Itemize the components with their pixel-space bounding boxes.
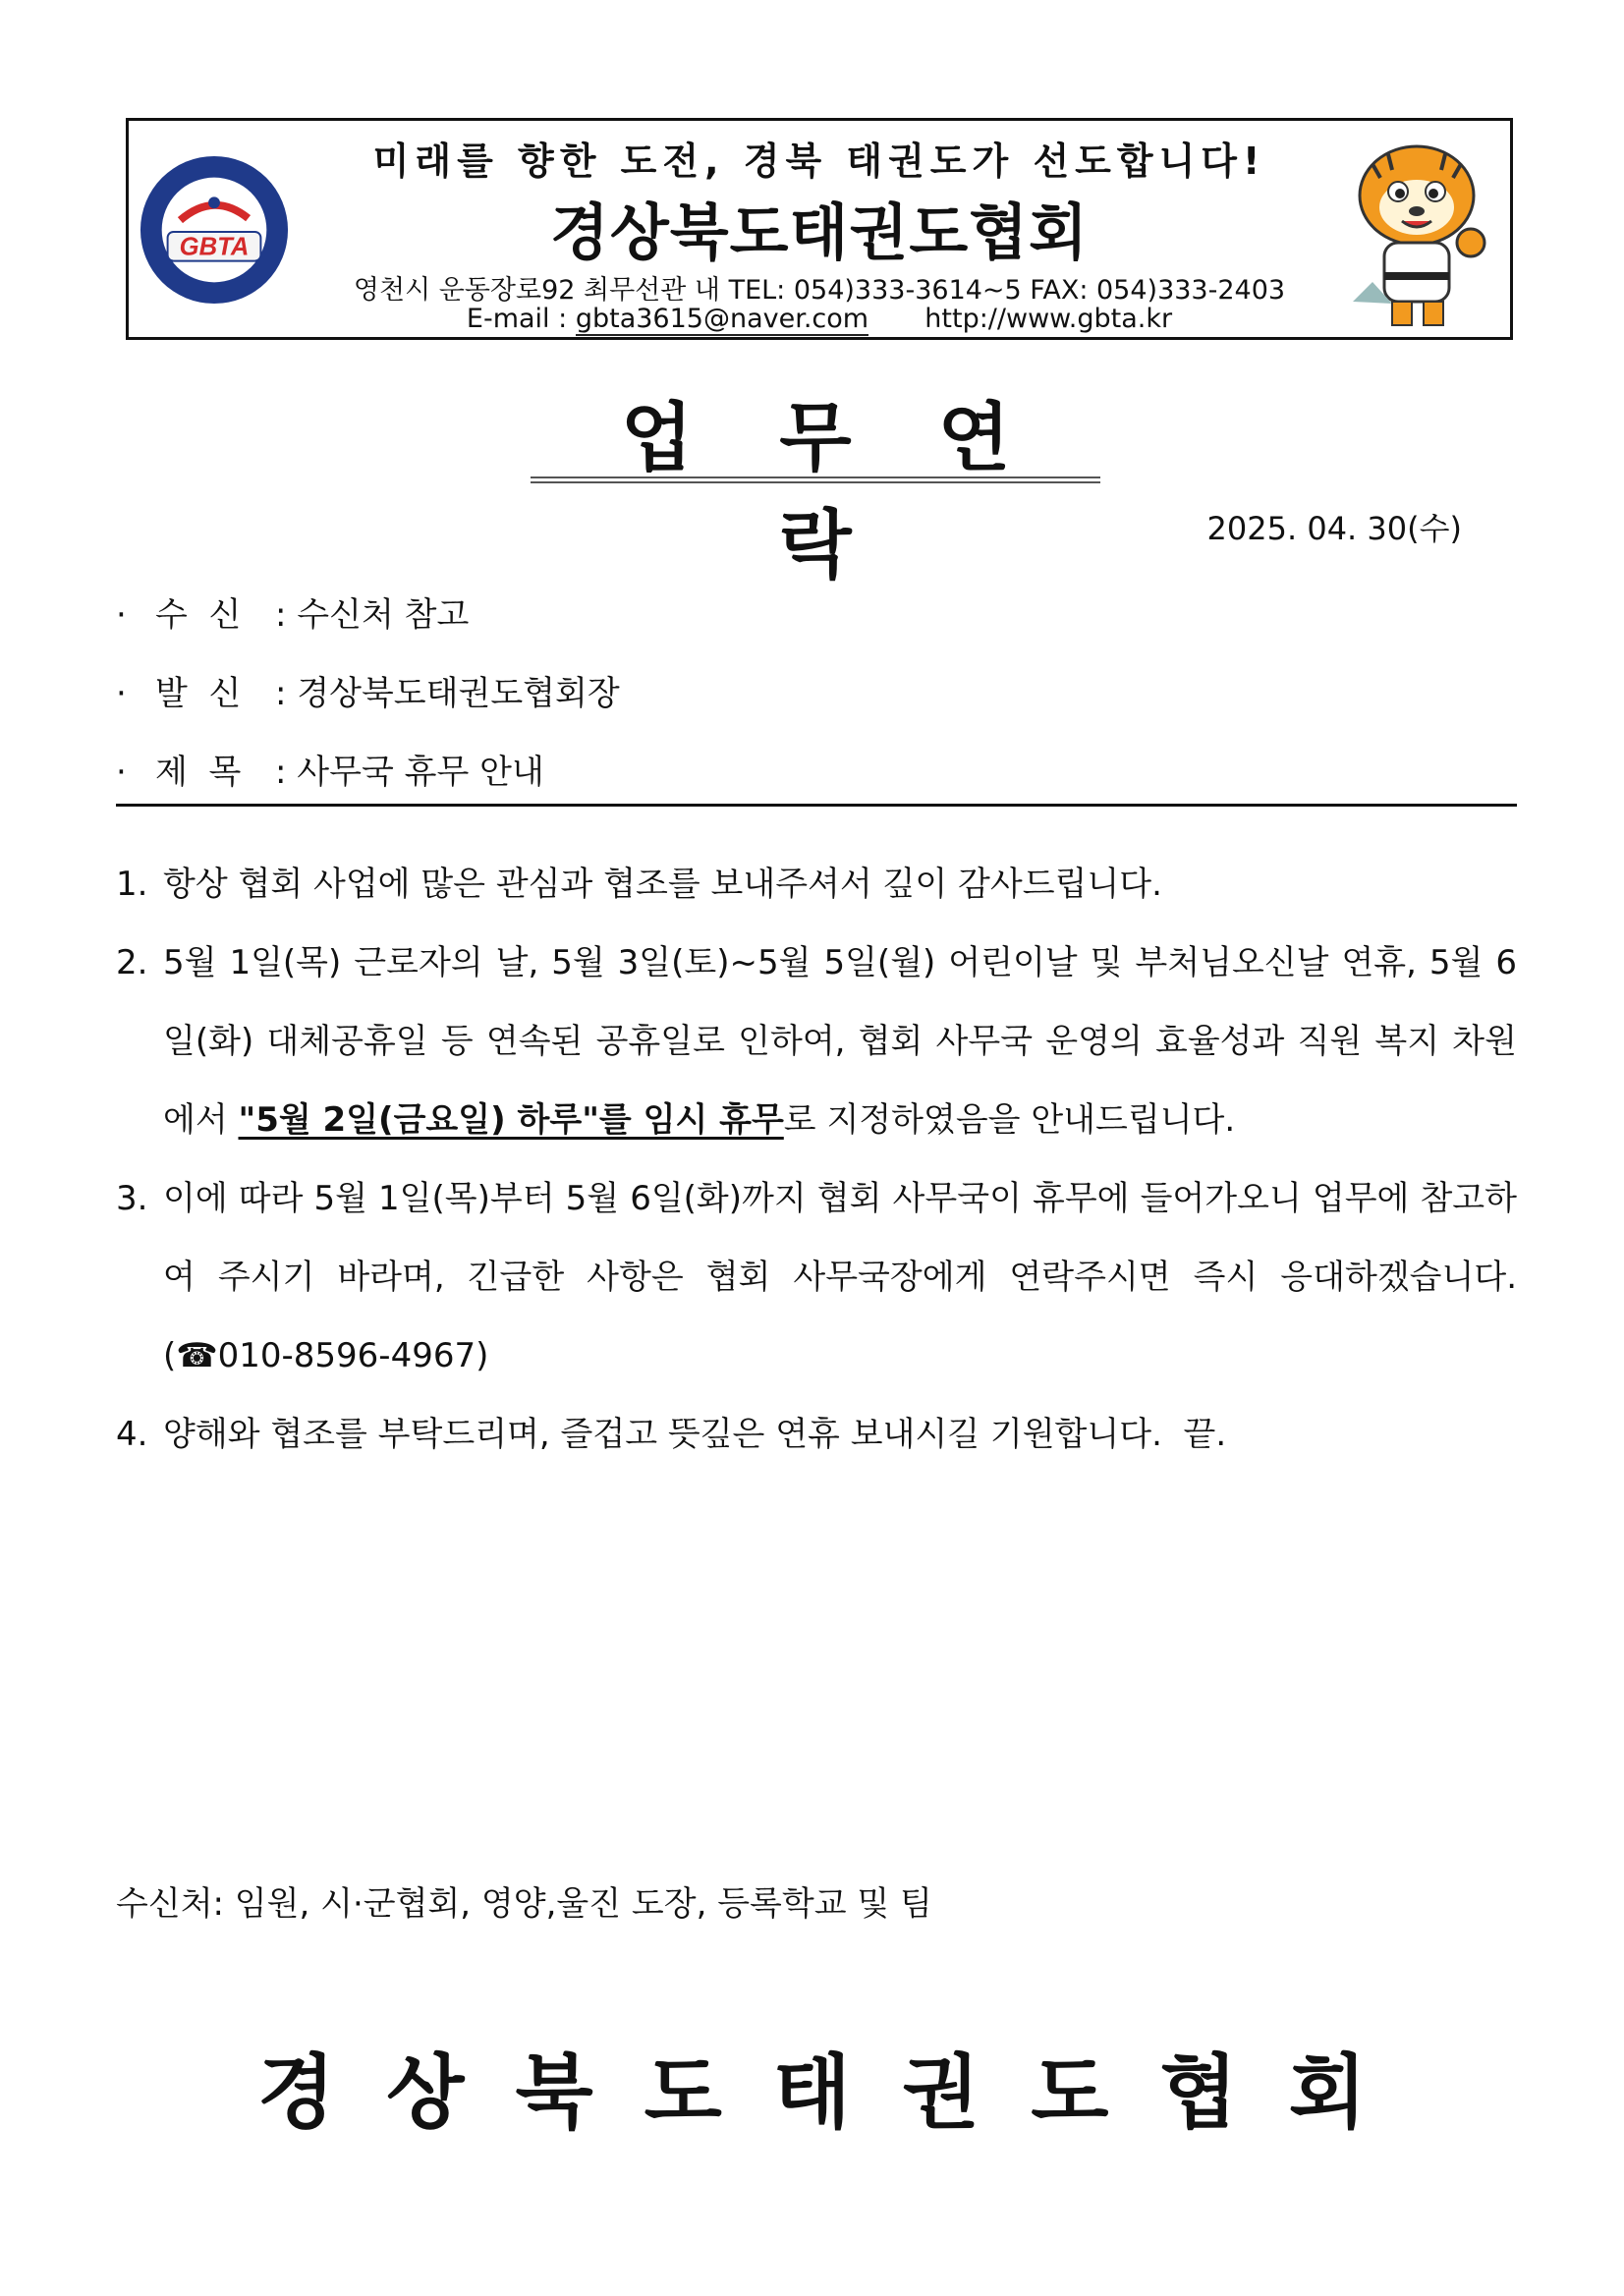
- document-date: 2025. 04. 30(수): [1206, 510, 1462, 547]
- bullet: ·: [116, 674, 127, 713]
- meta-value: : 경상북도태권도협회장: [275, 674, 620, 713]
- item-number: 1.: [116, 865, 148, 904]
- header-address: 영천시 운동장로92 최무선관 내 TEL: 054)333-3614~5 FAX: 054)333-2403: [353, 275, 1286, 306]
- item-text: 5월 1일(목) 근로자의 날, 5월 3일(토)~5월 5일(월) 어린이날 및 부처님오신날 연휴, 5월 6일(화) 대체공휴일 등 연속된 공휴일로 인하여, 협회 사무국 운영의 효율성과 직원 복지 차원에서: [163, 943, 1517, 1140]
- email-link[interactable]: gbta3615@naver.com: [575, 304, 869, 334]
- item-text: 양해와 협조를 부탁드리며, 즐겁고 뜻깊은 연휴 보내시길 기원합니다. 끝.: [163, 1415, 1227, 1454]
- tiger-mascot-icon: [1333, 135, 1500, 331]
- meta-key: 수 신: [155, 595, 242, 635]
- list-item: [116, 1395, 1517, 1474]
- section-divider: [116, 804, 1517, 807]
- header-org-name: 경상북도태권도협회: [549, 196, 1090, 268]
- item-text: 이에 따라 5월 1일(목)부터 5월 6일(화)까지 협회 사무국이 휴무에 들어가오니 업무에 참고하여 주시기 바라며, 긴급한 사항은 협회 사무국장에게 연락주시면 즉시 응대하겠습니다. (☎010-8596-4967): [163, 1179, 1517, 1375]
- slogan: 미래를 향한 도전, 경북 태권도가 선도합니다!: [372, 140, 1266, 183]
- meta-recipient: [116, 588, 469, 636]
- website-link[interactable]: http://www.gbta.kr: [924, 304, 1173, 334]
- recipients-list: 수신처: 임원, 시·군협회, 영양,울진 도장, 등록학교 및 팀: [116, 1884, 932, 1924]
- body-list: [116, 845, 1517, 1474]
- header-contact-line: [296, 304, 1343, 334]
- letterhead: [126, 118, 1513, 340]
- item-number: 4.: [116, 1415, 148, 1454]
- list-item: [116, 845, 1517, 924]
- email-label: E-mail :: [466, 304, 568, 334]
- item-number: 3.: [116, 1179, 148, 1218]
- bullet: ·: [116, 753, 127, 792]
- document-title: 업무연락: [620, 394, 1097, 588]
- bullet: ·: [116, 595, 127, 635]
- signature-org-name: 경상북도태권도협회: [257, 2046, 1418, 2140]
- list-item: [116, 924, 1517, 1159]
- meta-key: 발 신: [155, 674, 242, 713]
- meta-sender: [116, 666, 620, 714]
- item-text: 로 지정하였음을 안내드립니다.: [783, 1100, 1236, 1140]
- meta-subject: [116, 745, 544, 793]
- meta-value: : 수신처 참고: [275, 595, 470, 635]
- list-item: [116, 1159, 1517, 1395]
- meta-value: : 사무국 휴무 안내: [275, 753, 544, 792]
- title-underline: [531, 476, 1100, 483]
- association-logo-icon: [137, 152, 292, 308]
- item-text: 항상 협회 사업에 많은 관심과 협조를 보내주셔서 깊이 감사드립니다.: [163, 865, 1162, 904]
- emphasized-text: "5월 2일(금요일) 하루"를 임시 휴무: [238, 1100, 784, 1140]
- svg-text:GBTA: GBTA: [179, 233, 250, 261]
- item-number: 2.: [116, 943, 148, 982]
- meta-key: 제 목: [155, 753, 242, 792]
